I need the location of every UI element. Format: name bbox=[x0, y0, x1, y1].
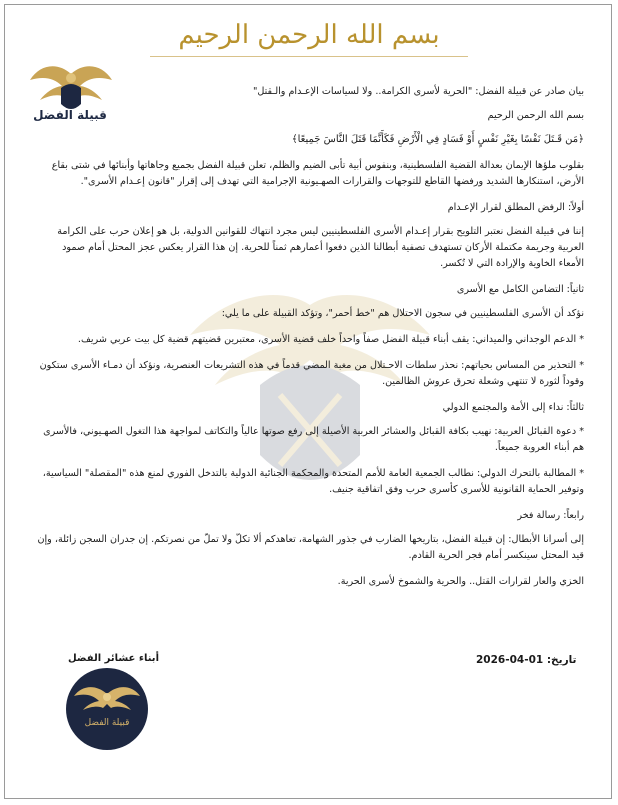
statement-date: تاريخ: 01-04-2026 bbox=[476, 654, 577, 666]
section-3-bullet-1: * دعوة القبائل العربية: نهيب بكافة القبائل والعشائر العربية الأصيلة إلى رفع صوتها عالياً والتكاتف لمواجهة هذا التغول الصهـيوني، فالأسرى هم أبناء العروبة جميعاً. bbox=[43, 426, 584, 453]
section-4-text: إلى أسرانا الأبطال: إن قبيلة الفضل، بتاريخها الضارب في جذور الشهامة، تعاهدكم ألا تكلّ ولا تملّ من نصرتكم. إن جدران السجن زائلة، وإن قيد المحتل سينكسر أمام فجر الحرية القادم. bbox=[37, 534, 584, 561]
section-1-title: أولاً: الرفض المطلق لقرار الإعـدام bbox=[447, 202, 584, 213]
title-divider bbox=[150, 56, 468, 57]
section-2-text: نؤكد أن الأسرى الفلسطينيين في سجون الاحتلال هم "خط أحمر"، وتؤكد القبيلة على ما يلي: bbox=[221, 308, 584, 319]
section-2-bullet-2: * التحذير من المساس بحياتهم: نحذر سلطات الاحـتلال من مغبة المضي قدماً في هذه التشريعات العنصرية، ونؤكد أن دمـاء الأسرى ستكون وقوداً لثورة لا تنتهي وشعلة تحرق عروش الظالمين. bbox=[39, 360, 584, 387]
quran-verse: ﴿مَن قَـتَلَ نَفْسًا بِغَيْرِ نَفْسٍ أَوْ فَسَادٍ فِي الْأَرْضِ فَكَأَنَّمَا قَتَلَ النَّاسَ جَمِيعًا﴾ bbox=[291, 134, 584, 145]
intro-paragraph: بقلوب ملؤها الإيمان بعدالة القضية الفلسطينية، وبنفوس أبية تأبى الضيم والظلم، تعلن قبيلة الفضل بجميع وجاهاتها وأبنائها في شتى بقاع الأرض، استنكارها الشديد ورفضها القاطع للتوجهات والقرارات الصهـيونية الإجرامية التي تهدف إلى إقرار "قانون إعـدام الأسرى". bbox=[51, 160, 584, 187]
closing-line: الخزي والعار لقرارات القتل.. والحرية والشموخ لأسرى الحرية. bbox=[337, 576, 584, 587]
badge-eagle-icon bbox=[66, 668, 148, 718]
page-title: بسم الله الرحمن الرحيم bbox=[178, 20, 440, 50]
tribe-badge bbox=[66, 668, 148, 750]
statement-body bbox=[34, 84, 584, 600]
badge-caption: قبيلة الفضل bbox=[84, 718, 130, 728]
section-3-bullet-2: * المطالبة بالتحرك الدولي: نطالب الجمعية العامة للأمم المتحدة والمحكمة الجنائية الدولية بالتدخل الفوري لمنع هذه "المقصلة" السياسية، وتوفير الحماية القانونية للأسرى كأسرى حرب وفق اتفاقية جنيف. bbox=[42, 468, 584, 495]
logo-caption: قبيلة الفضل bbox=[33, 108, 107, 122]
section-4-title: رابعاً: رسالة فخر bbox=[517, 510, 584, 521]
section-1-text: إننا في قبيلة الفضل نعتبر التلويح بقرار إعـدام الأسرى الفلسطينيين ليس مجرد انتهاك للقوانين الدولية، بل هو إعلان حرب على الكرامة العربية وجريمة مكتملة الأركان تستهدف تصفية أبطالنا الذين دفعوا أعمارهم ثمناً للحرية. إن هذا القرار يعكس عجز المحتل أمام صمود الأمعاء الخاوية والإرادة التي لا تُكسر. bbox=[57, 226, 584, 269]
signature: أبناء عشائر الفضل bbox=[68, 653, 159, 664]
section-2-title: ثانياً: التضامن الكامل مع الأسرى bbox=[456, 284, 584, 295]
statement-title: بيان صادر عن قبيلة الفضل: "الحرية لأسرى الكرامة.. ولا لسياسات الإعـدام والـقتل" bbox=[252, 86, 584, 97]
section-2-bullet-1: * الدعم الوجداني والميداني: يقف أبناء قبيلة الفضل صفاً واحداً خلف قضية الأسرى، معتبرين قضيتهم قضية كل بيت عربي شريف. bbox=[77, 334, 584, 345]
basmala-line: بسم الله الرحمن الرحيم bbox=[487, 110, 584, 121]
section-3-title: ثالثاً: نداء إلى الأمة والمجتمع الدولي bbox=[442, 402, 584, 413]
